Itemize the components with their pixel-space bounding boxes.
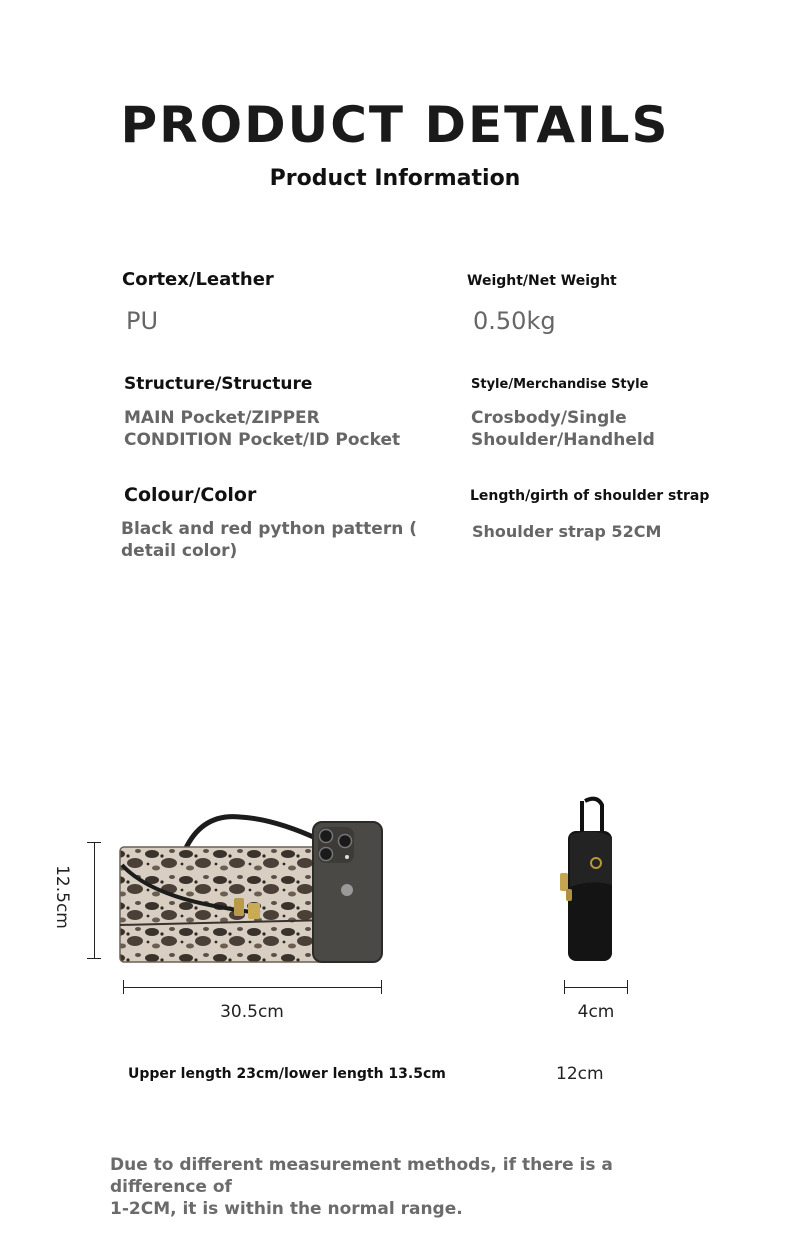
style-value-line1: Crosbody/Single	[471, 408, 627, 428]
strap-value: Shoulder strap 52CM	[472, 522, 662, 541]
colour-label: Colour/Color	[124, 484, 257, 506]
style-value	[471, 407, 655, 451]
page-title: PRODUCT DETAILS	[120, 96, 670, 154]
depth-line	[564, 987, 627, 988]
colour-value-line1: Black and red python pattern (	[121, 519, 417, 539]
side-product-image	[552, 795, 627, 970]
side-width-dimension: 12cm	[556, 1064, 604, 1084]
weight-value: 0.50kg	[473, 307, 556, 335]
strap-label: Length/girth of shoulder strap	[470, 488, 710, 504]
structure-value	[124, 407, 400, 451]
width-dimension: 30.5cm	[220, 1002, 284, 1022]
style-label: Style/Merchandise Style	[471, 377, 649, 392]
colour-value-line2: detail color)	[121, 541, 238, 561]
width-line	[123, 987, 381, 988]
height-tick-bottom	[87, 958, 101, 959]
depth-tick-right	[627, 980, 628, 994]
depth-dimension: 4cm	[577, 1002, 615, 1022]
width-tick-right	[381, 980, 382, 994]
measurement-note-line1: Due to different measurement methods, if there is a difference of	[110, 1155, 613, 1197]
page-subtitle: Product Information	[269, 166, 521, 191]
upper-lower-length: Upper length 23cm/lower length 13.5cm	[128, 1066, 446, 1082]
weight-label: Weight/Net Weight	[467, 273, 617, 289]
material-value: PU	[126, 307, 159, 335]
measurement-note-line2: 1-2CM, it is within the normal range.	[110, 1199, 463, 1219]
structure-value-line1: MAIN Pocket/ZIPPER	[124, 408, 320, 428]
height-dimension: 12.5cm	[52, 865, 72, 929]
front-product-image	[110, 795, 395, 970]
material-label: Cortex/Leather	[122, 269, 274, 290]
colour-value	[121, 518, 417, 562]
height-line	[94, 842, 95, 958]
measurement-note	[110, 1154, 710, 1220]
style-value-line2: Shoulder/Handheld	[471, 430, 655, 450]
structure-value-line2: CONDITION Pocket/ID Pocket	[124, 430, 401, 450]
structure-label: Structure/Structure	[124, 374, 313, 394]
